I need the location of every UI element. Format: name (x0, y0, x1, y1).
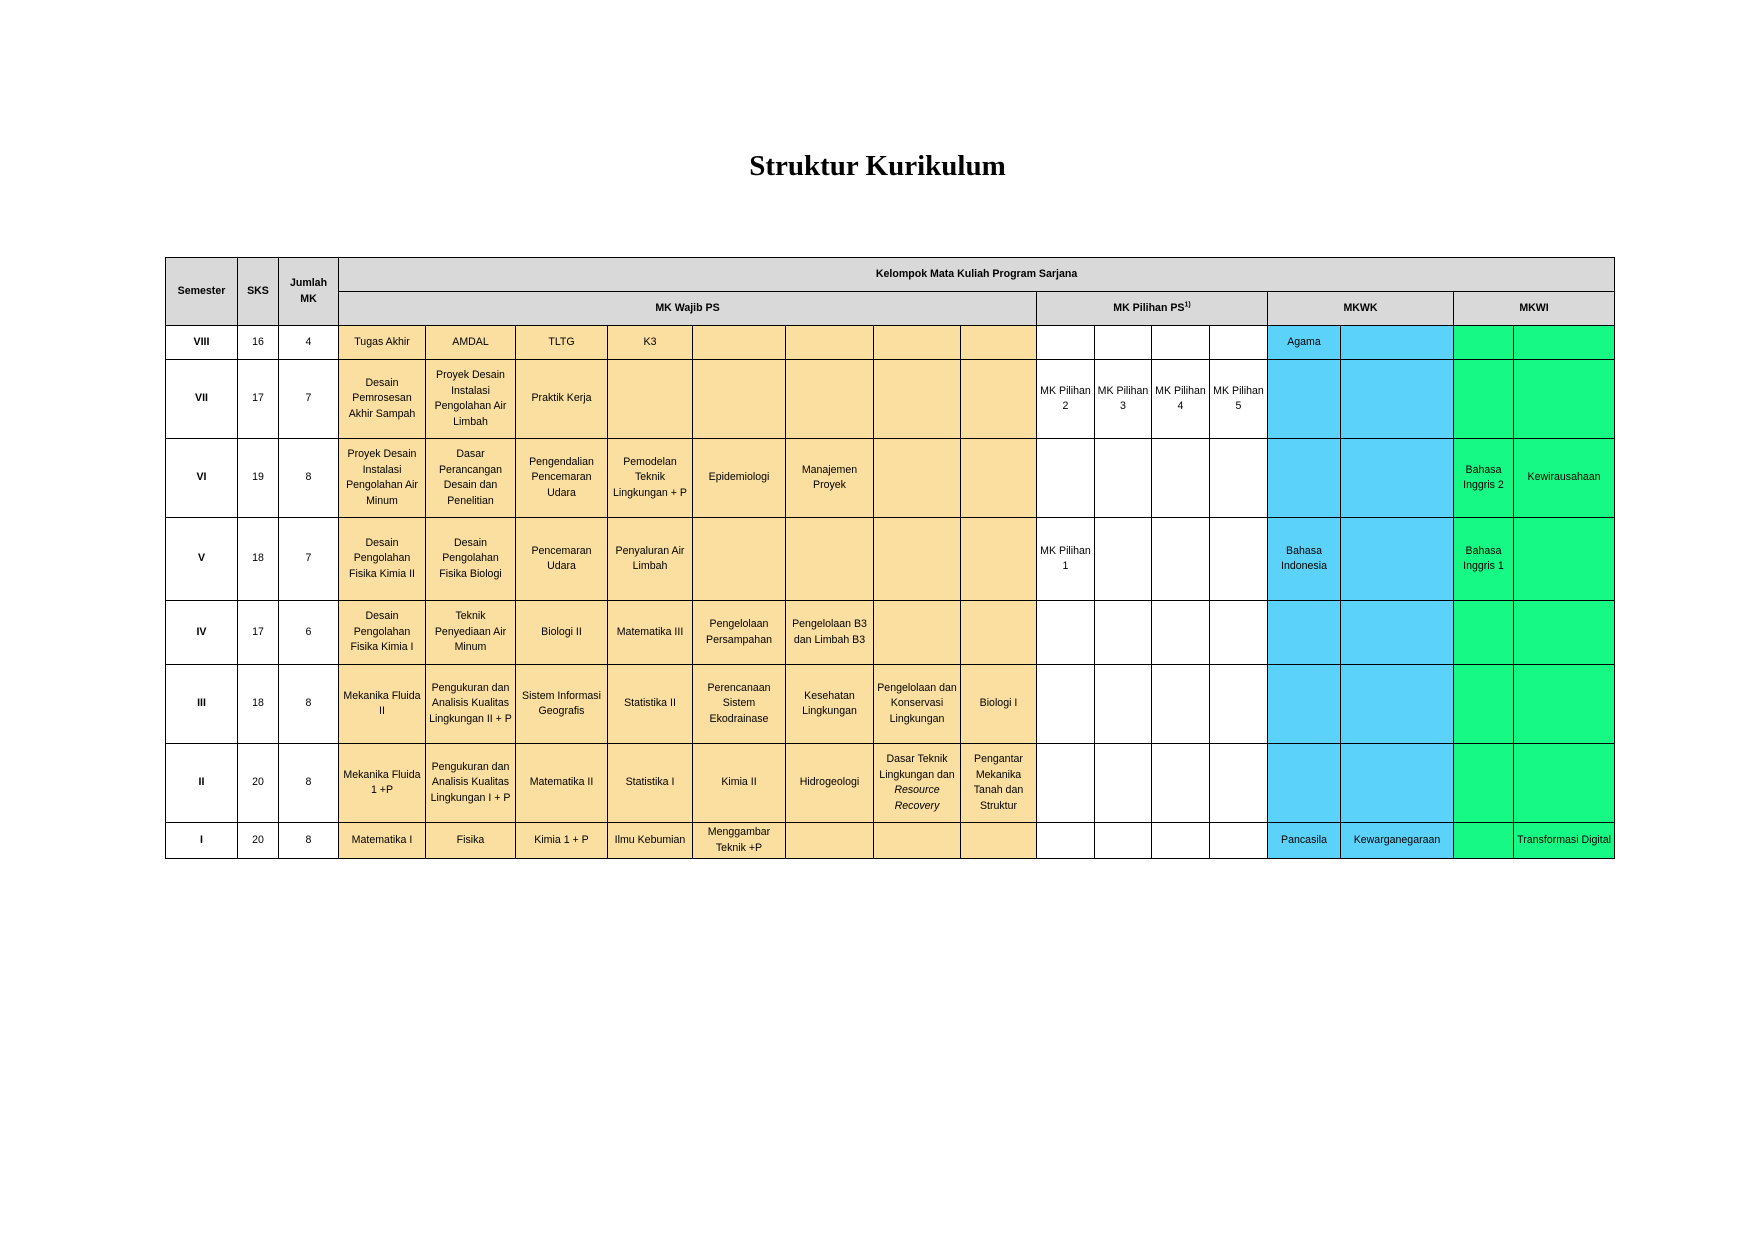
mkwk-cell (1341, 439, 1454, 518)
mk-pilihan-cell: MK Pilihan 2 (1037, 360, 1095, 439)
mk-wajib-cell (608, 326, 693, 360)
sks-cell: 18 (238, 518, 279, 601)
mkwi-cell (1454, 665, 1514, 744)
mk-wajib-cell (874, 823, 961, 859)
mk-pilihan-cell (1095, 665, 1152, 744)
mkwk-cell (1341, 601, 1454, 665)
mk-wajib-cell (786, 439, 874, 518)
mk-wajib-cell (339, 601, 426, 665)
mk-pilihan-cell (1095, 601, 1152, 665)
course-name: Sistem Informasi Geografis (522, 689, 601, 717)
mkwi-cell (1514, 326, 1615, 360)
mk-wajib-cell (608, 518, 693, 601)
mkwk-cell (1268, 601, 1341, 665)
mk-pilihan-cell (1152, 439, 1210, 518)
mk-pilihan-cell: MK Pilihan 4 (1152, 360, 1210, 439)
course-name: Statistika II (624, 697, 676, 710)
header-mkwk: MKWK (1268, 292, 1454, 326)
mk-pilihan-cell (1152, 601, 1210, 665)
mkwi-cell (1454, 326, 1514, 360)
course-name: Pengelolaan B3 dan Limbah B3 (792, 618, 867, 646)
mk-pilihan-cell (1037, 439, 1095, 518)
mkwi-cell: Bahasa Inggris 1 (1454, 518, 1514, 601)
mk-wajib-cell (426, 665, 516, 744)
course-name: Statistika I (625, 776, 675, 789)
sks-cell: 19 (238, 439, 279, 518)
curriculum-table (165, 257, 1615, 859)
mk-wajib-cell (874, 744, 961, 823)
course-name: Pengantar Mekanika Tanah dan Struktur (973, 753, 1024, 812)
mk-pilihan-cell (1210, 439, 1268, 518)
semester-cell: V (166, 518, 238, 601)
header-kelompok: Kelompok Mata Kuliah Program Sarjana (339, 258, 1615, 292)
mk-wajib-cell (608, 823, 693, 859)
mkwk-cell (1341, 665, 1454, 744)
semester-cell: VIII (166, 326, 238, 360)
page-title: Struktur Kurikulum (749, 150, 1006, 182)
mkwi-cell (1454, 744, 1514, 823)
mk-wajib-cell (339, 326, 426, 360)
course-name: K3 (643, 335, 657, 348)
semester-cell: II (166, 744, 238, 823)
course-name: Biologi I (979, 697, 1018, 710)
course-name: Epidemiologi (708, 471, 770, 484)
table-row (166, 744, 1615, 823)
mk-wajib-cell (339, 518, 426, 601)
jumlah-mk-cell: 7 (279, 360, 339, 439)
sks-cell: 17 (238, 360, 279, 439)
semester-cell: VI (166, 439, 238, 518)
mk-wajib-cell (426, 744, 516, 823)
course-name: Pengelolaan Persampahan (706, 618, 772, 646)
course-name: Proyek Desain Instalasi Pengolahan Air Minum (346, 448, 418, 507)
course-name: Desain Pengolahan Fisika Kimia I (350, 610, 414, 654)
mkwk-cell (1341, 518, 1454, 601)
mk-wajib-cell (874, 665, 961, 744)
mk-wajib-cell (693, 823, 786, 859)
mk-wajib-cell (339, 744, 426, 823)
mk-wajib-cell (693, 665, 786, 744)
mk-wajib-cell (693, 360, 786, 439)
header-mk-wajib: MK Wajib PS (339, 292, 1037, 326)
mkwk-cell (1341, 744, 1454, 823)
header-mk-pilihan-label: MK Pilihan PS (1113, 301, 1185, 314)
mk-pilihan-cell (1152, 518, 1210, 601)
course-name: Pemodelan Teknik Lingkungan + P (613, 455, 687, 499)
mk-wajib-cell (786, 744, 874, 823)
mk-wajib-cell (426, 518, 516, 601)
semester-cell: I (166, 823, 238, 859)
course-name: Dasar Teknik Lingkungan dan (879, 753, 955, 781)
course-name: Desain Pemrosesan Akhir Sampah (348, 376, 416, 420)
jumlah-mk-cell: 6 (279, 601, 339, 665)
mk-wajib-cell (961, 439, 1037, 518)
course-name: Ilmu Kebumian (614, 833, 686, 846)
mk-pilihan-cell (1095, 744, 1152, 823)
mk-wajib-cell (786, 665, 874, 744)
table-row (166, 823, 1615, 859)
mkwi-cell: Bahasa Inggris 2 (1454, 439, 1514, 518)
sks-cell: 17 (238, 601, 279, 665)
mk-wajib-cell (426, 823, 516, 859)
mk-wajib-cell (516, 601, 608, 665)
mk-wajib-cell (786, 823, 874, 859)
course-name: Penyaluran Air Limbah (615, 544, 685, 572)
course-name: Desain Pengolahan Fisika Kimia II (349, 536, 415, 580)
mk-pilihan-cell (1210, 518, 1268, 601)
jumlah-mk-cell: 4 (279, 326, 339, 360)
mkwk-cell: Pancasila (1268, 823, 1341, 859)
mk-wajib-cell (339, 665, 426, 744)
mk-wajib-cell (961, 823, 1037, 859)
course-name: Matematika I (351, 833, 413, 846)
sks-cell: 18 (238, 665, 279, 744)
table-row (166, 518, 1615, 601)
mk-wajib-cell (426, 326, 516, 360)
table-row (166, 326, 1615, 360)
mk-wajib-cell (608, 665, 693, 744)
table-row (166, 360, 1615, 439)
header-mk-pilihan (1037, 292, 1268, 326)
course-name: Pengelolaan dan Konservasi Lingkungan (877, 681, 957, 725)
mkwk-cell: Bahasa Indonesia (1268, 518, 1341, 601)
mkwk-cell (1268, 665, 1341, 744)
mk-pilihan-cell (1152, 823, 1210, 859)
course-name: Pengendalian Pencemaran Udara (529, 455, 594, 499)
table-row (166, 439, 1615, 518)
sks-cell: 16 (238, 326, 279, 360)
mk-wajib-cell (516, 665, 608, 744)
course-name: Hidrogeologi (799, 776, 860, 789)
mk-pilihan-cell (1152, 665, 1210, 744)
mk-wajib-cell (426, 439, 516, 518)
course-name: AMDAL (452, 335, 489, 348)
mk-wajib-cell (874, 601, 961, 665)
jumlah-mk-cell: 8 (279, 823, 339, 859)
course-name: Tugas Akhir (354, 335, 410, 348)
course-name: Mekanika Fluida II (343, 689, 421, 717)
mk-wajib-cell (608, 744, 693, 823)
mk-pilihan-cell (1037, 665, 1095, 744)
mk-pilihan-cell: MK Pilihan 1 (1037, 518, 1095, 601)
table-row (166, 601, 1615, 665)
header-mkwi: MKWI (1454, 292, 1615, 326)
sks-cell: 20 (238, 823, 279, 859)
mkwi-cell (1514, 360, 1615, 439)
course-name: Matematika II (529, 776, 594, 789)
mk-pilihan-cell (1095, 326, 1152, 360)
course-name: Mekanika Fluida 1 +P (343, 768, 421, 796)
mk-wajib-cell (339, 439, 426, 518)
mkwi-cell (1454, 360, 1514, 439)
mk-wajib-cell (874, 439, 961, 518)
course-name: Manajemen Proyek (801, 463, 858, 491)
mk-pilihan-cell (1037, 744, 1095, 823)
mkwi-cell: Kewirausahaan (1514, 439, 1615, 518)
table-row (166, 665, 1615, 744)
semester-cell: IV (166, 601, 238, 665)
course-name: TLTG (548, 335, 575, 348)
mkwk-cell (1268, 744, 1341, 823)
mk-wajib-cell (516, 360, 608, 439)
course-name: Praktik Kerja (531, 392, 592, 405)
mk-wajib-cell (516, 518, 608, 601)
mkwk-cell (1268, 439, 1341, 518)
mkwk-cell (1341, 326, 1454, 360)
semester-cell: III (166, 665, 238, 744)
course-name: Pengukuran dan Analisis Kualitas Lingkungan I + P (430, 760, 511, 804)
sks-cell: 20 (238, 744, 279, 823)
mkwk-cell (1268, 360, 1341, 439)
course-name: Pengukuran dan Analisis Kualitas Lingkungan II + P (429, 681, 512, 725)
semester-cell: VII (166, 360, 238, 439)
header-row-1 (166, 258, 1615, 292)
mk-wajib-cell (874, 326, 961, 360)
mk-wajib-cell (693, 439, 786, 518)
mkwi-cell (1514, 744, 1615, 823)
header-jumlah-mk: Jumlah MK (279, 258, 339, 326)
mk-wajib-cell (786, 518, 874, 601)
mk-pilihan-cell (1037, 823, 1095, 859)
mkwi-cell: Transformasi Digital (1514, 823, 1615, 859)
mk-pilihan-cell (1152, 326, 1210, 360)
mk-wajib-cell (339, 360, 426, 439)
mk-wajib-cell (693, 518, 786, 601)
course-name: Matematika III (616, 625, 684, 638)
mkwi-cell (1514, 518, 1615, 601)
mkwi-cell (1514, 601, 1615, 665)
mk-wajib-cell (961, 360, 1037, 439)
course-name-italic: Resource Recovery (894, 784, 940, 812)
mk-wajib-cell (339, 823, 426, 859)
course-name: Perencanaan Sistem Ekodrainase (707, 681, 771, 725)
course-name: Teknik Penyediaan Air Minum (434, 610, 507, 654)
mk-pilihan-cell (1210, 601, 1268, 665)
mk-wajib-cell (961, 601, 1037, 665)
curriculum-body (166, 326, 1615, 859)
mk-wajib-cell (516, 439, 608, 518)
mk-wajib-cell (516, 823, 608, 859)
mk-pilihan-cell (1152, 744, 1210, 823)
mk-wajib-cell (874, 360, 961, 439)
mk-wajib-cell (516, 326, 608, 360)
mk-wajib-cell (608, 601, 693, 665)
mk-wajib-cell (961, 665, 1037, 744)
mk-wajib-cell (961, 518, 1037, 601)
mk-pilihan-cell (1210, 665, 1268, 744)
mk-wajib-cell (961, 326, 1037, 360)
mk-wajib-cell (786, 360, 874, 439)
mk-wajib-cell (608, 360, 693, 439)
mk-pilihan-cell (1095, 439, 1152, 518)
mk-wajib-cell (693, 601, 786, 665)
course-name: Kimia II (721, 776, 757, 789)
course-name: Menggambar Teknik +P (707, 826, 771, 854)
course-name: Pencemaran Udara (531, 544, 592, 572)
mk-wajib-cell (516, 744, 608, 823)
mkwi-cell (1454, 823, 1514, 859)
header-row-2 (166, 292, 1615, 326)
mkwi-cell (1454, 601, 1514, 665)
jumlah-mk-cell: 7 (279, 518, 339, 601)
jumlah-mk-cell: 8 (279, 439, 339, 518)
course-name: Kesehatan Lingkungan (802, 689, 857, 717)
mk-pilihan-cell (1095, 823, 1152, 859)
course-name: Dasar Perancangan Desain dan Penelitian (438, 448, 503, 507)
mkwk-cell: Agama (1268, 326, 1341, 360)
mk-wajib-cell (693, 326, 786, 360)
mk-pilihan-cell (1210, 823, 1268, 859)
mk-pilihan-cell: MK Pilihan 5 (1210, 360, 1268, 439)
mkwk-cell (1341, 360, 1454, 439)
mk-pilihan-cell (1037, 601, 1095, 665)
mk-wajib-cell (426, 360, 516, 439)
course-name: Proyek Desain Instalasi Pengolahan Air Limbah (434, 369, 507, 428)
mk-wajib-cell (786, 601, 874, 665)
mkwi-cell (1514, 665, 1615, 744)
header-mk-pilihan-footnote: 1) (1184, 301, 1191, 309)
mk-wajib-cell (608, 439, 693, 518)
mk-pilihan-cell (1037, 326, 1095, 360)
mk-wajib-cell (874, 518, 961, 601)
course-name: Kimia 1 + P (534, 833, 589, 846)
mk-pilihan-cell (1095, 518, 1152, 601)
jumlah-mk-cell: 8 (279, 665, 339, 744)
header-semester: Semester (166, 258, 238, 326)
mk-wajib-cell (426, 601, 516, 665)
mkwk-cell: Kewarganegaraan (1341, 823, 1454, 859)
mk-pilihan-cell (1210, 744, 1268, 823)
course-name: Biologi II (541, 625, 582, 638)
mk-pilihan-cell (1210, 326, 1268, 360)
mk-wajib-cell (961, 744, 1037, 823)
mk-wajib-cell (693, 744, 786, 823)
course-name: Fisika (456, 833, 485, 846)
mk-wajib-cell (786, 326, 874, 360)
course-name: Desain Pengolahan Fisika Biologi (439, 536, 502, 580)
mk-pilihan-cell: MK Pilihan 3 (1095, 360, 1152, 439)
header-sks: SKS (238, 258, 279, 326)
jumlah-mk-cell: 8 (279, 744, 339, 823)
